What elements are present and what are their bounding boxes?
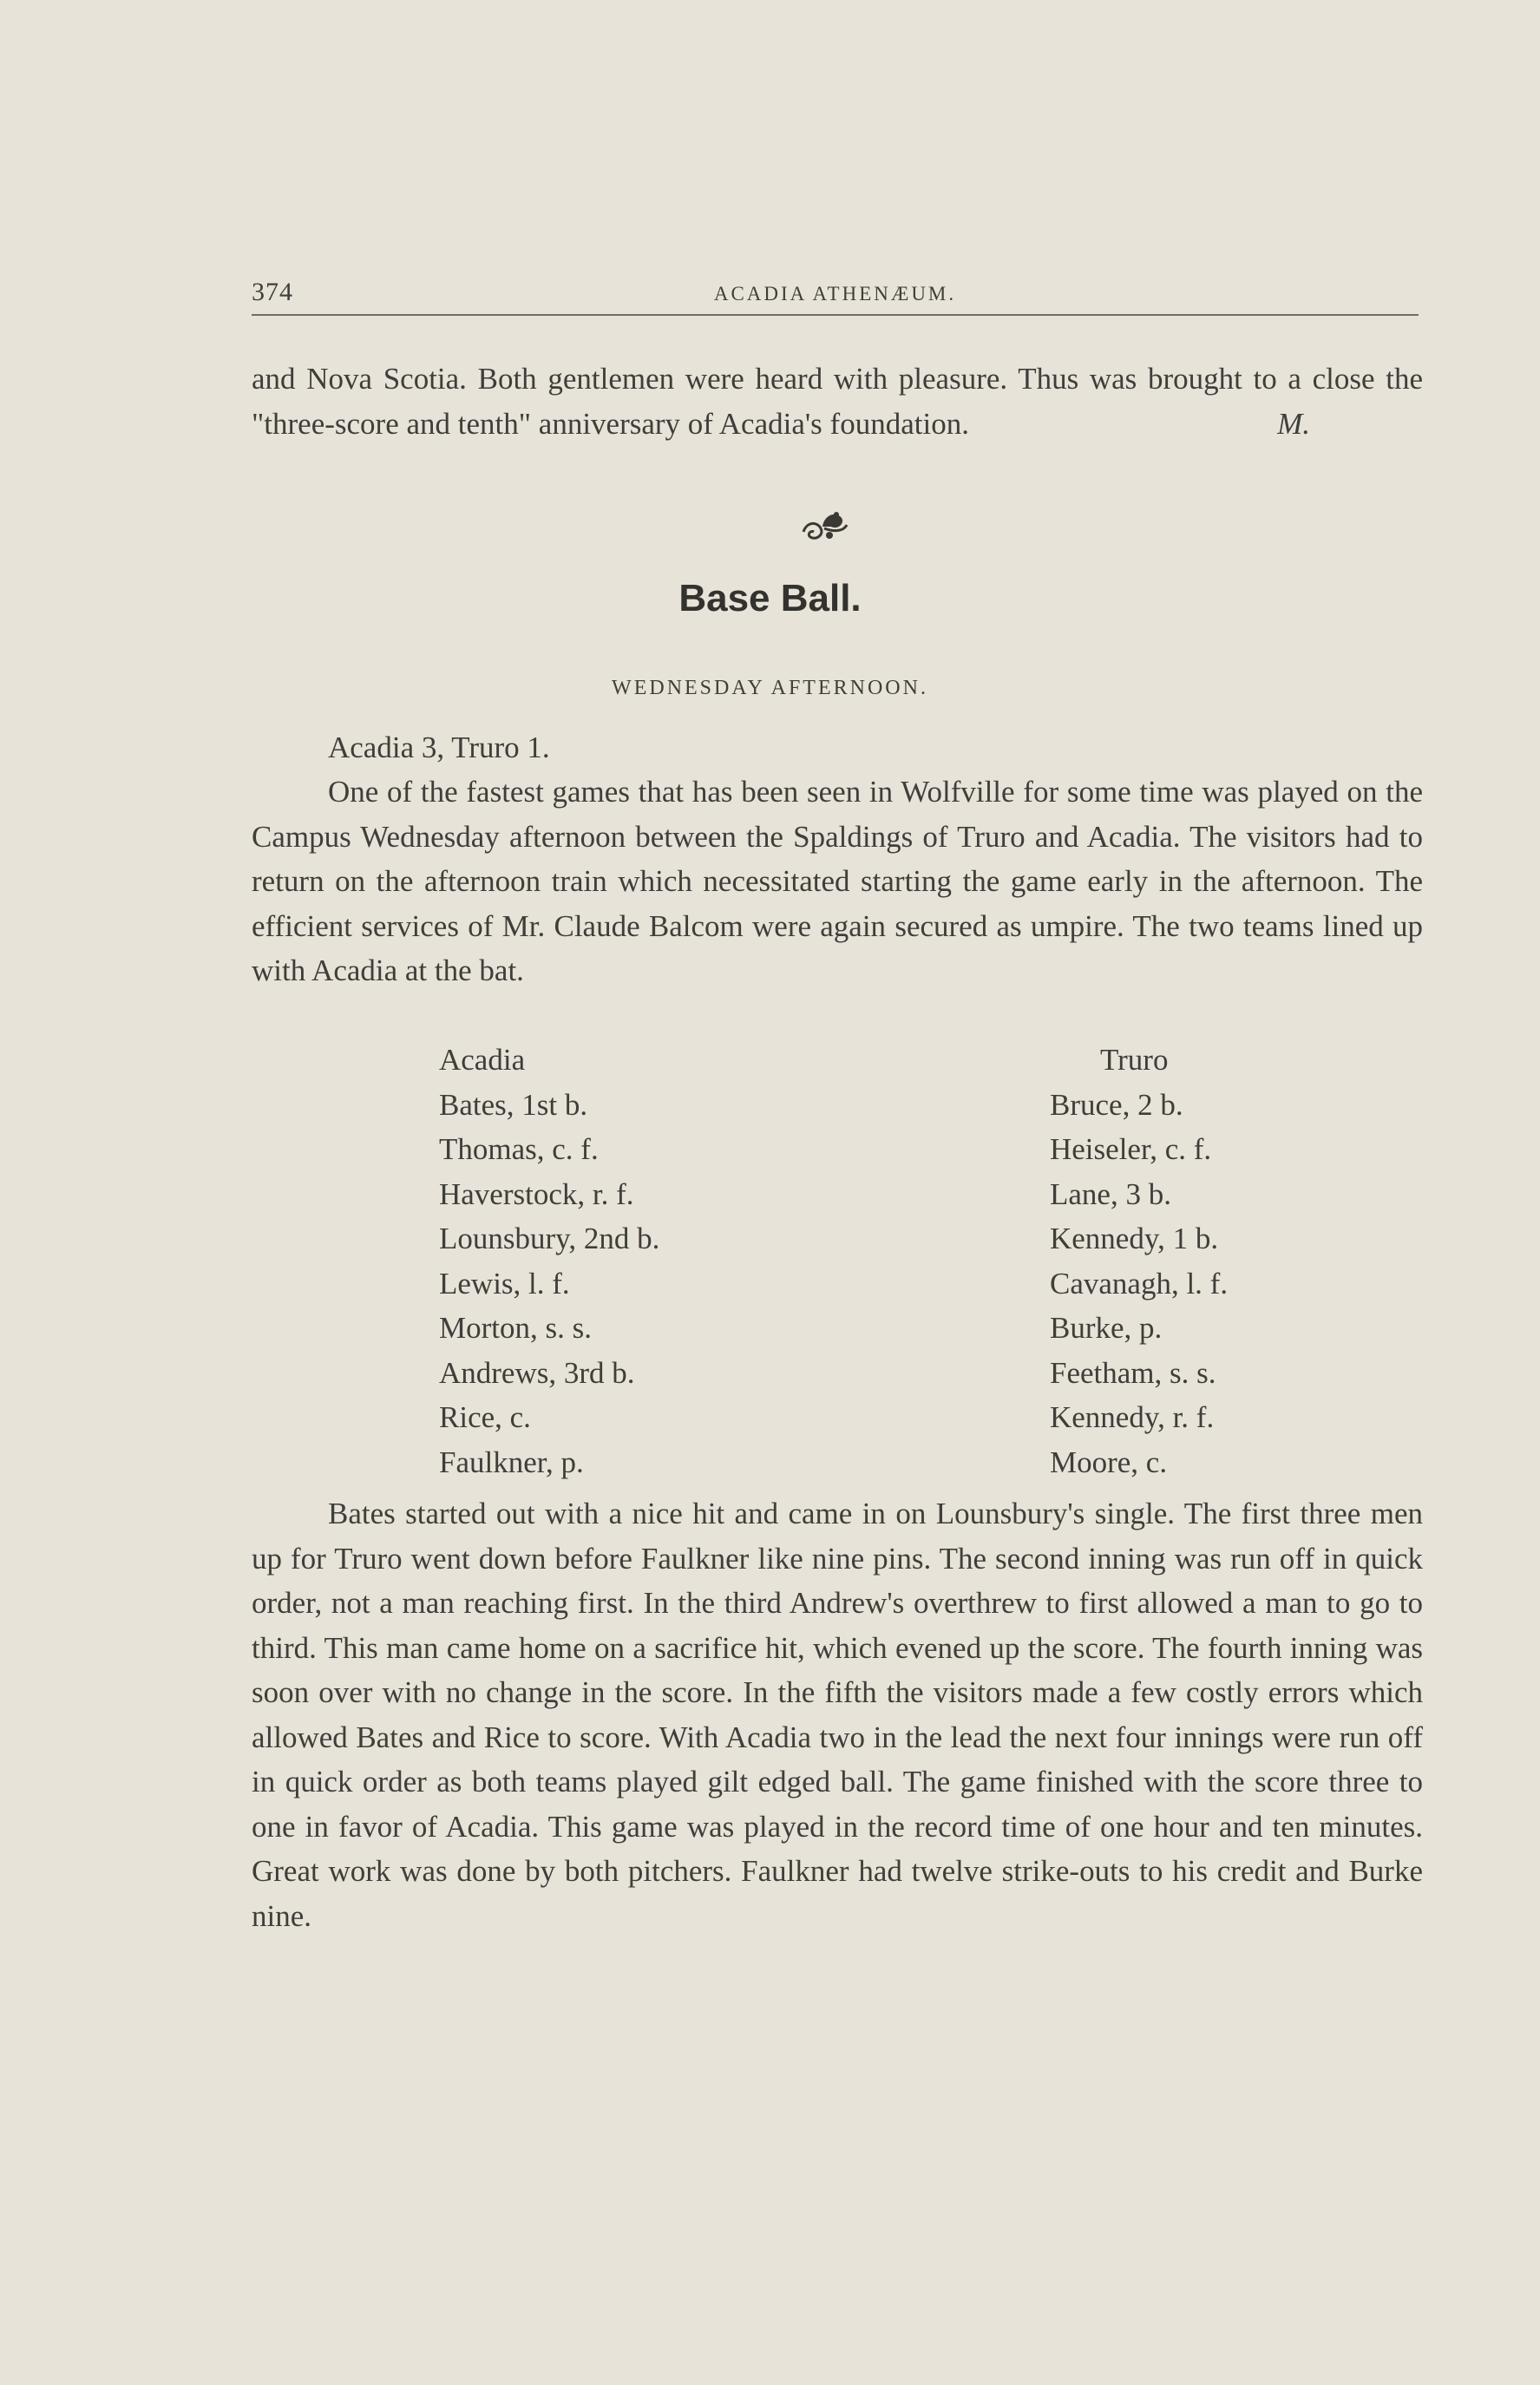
acadia-player: Andrews, 3rd b. [439,1355,635,1390]
truro-player: Moore, c. [1050,1445,1168,1479]
acadia-player: Rice, c. [439,1400,531,1434]
article-subhead: WEDNESDAY AFTERNOON. [612,677,928,699]
paragraph-one: One of the fastest games that has been seen in Wolfville for some time was played on the Campus Wednesday afternoon between the Spaldings of Truro and Acadia. The visitors had to return on the afternoon train which necessitated starting the game early in the afternoon. The efficient services of Mr. Claude Balcom were again secured as umpire. The two teams lined up with Acadia at the bat. [252,775,1423,987]
truro-player: Kennedy, r. f. [1050,1400,1215,1434]
author-signature: M. [1277,406,1310,441]
article-title: Base Ball. [678,577,862,619]
paragraph-one-block [252,770,1423,993]
acadia-header: Acadia [439,1043,526,1077]
score-line: Acadia 3, Truro 1. [328,731,550,764]
truro-player: Cavanagh, l. f. [1050,1266,1229,1301]
truro-header: Truro [1100,1043,1169,1077]
acadia-column [439,1038,659,1484]
truro-player: Heiseler, c. f. [1050,1132,1212,1166]
acadia-player: Bates, 1st b. [439,1087,588,1122]
intro-paragraph [252,357,1423,446]
page-header [252,276,1419,316]
acadia-player: Faulkner, p. [439,1445,584,1479]
fleuron-icon [798,506,850,544]
paragraph-two: Bates started out with a nice hit and came in on Lounsbury's single. The first three men up for Truro went down before Faulkner like nine pins. The second inning was run off in quick order, not a man reaching first. In the third Andrew's overthrew to first allowed a man to go to third. This man came home on a sacrifice hit, which evened up the score. The fourth inning was soon over with no change in the score. In the fifth the visitors made a few costly errors which allowed Bates and Rice to score. With Acadia two in the lead the next four innings were run off in quick order as both teams played gilt edged ball. The game finished with the score three to one in favor of Acadia. This game was played in the record time of one hour and ten minutes. Great work was done by both pitchers. Faulkner had twelve strike-outs to his credit and Burke nine. [252,1497,1423,1933]
intro-block [252,357,1423,446]
truro-player: Feetham, s. s. [1050,1355,1216,1390]
running-title: ACADIA ATHENÆUM. [713,283,957,305]
truro-player: Burke, p. [1050,1311,1163,1345]
acadia-player: Morton, s. s. [439,1311,592,1345]
acadia-player: Lewis, l. f. [439,1266,570,1301]
truro-column [1050,1038,1228,1484]
acadia-player: Haverstock, r. f. [439,1176,634,1211]
truro-player: Bruce, 2 b. [1050,1087,1183,1122]
acadia-player: Thomas, c. f. [439,1132,599,1166]
page-number: 374 [252,278,293,306]
acadia-player: Lounsbury, 2nd b. [439,1222,660,1255]
intro-text: and Nova Scotia. Both gentlemen were heard with pleasure. Thus was brought to a close the "three-score and tenth" anniversary of Acadia's foundation. [252,362,1423,441]
truro-player: Lane, 3 b. [1050,1176,1171,1211]
paragraph-two-block [252,1491,1423,1938]
truro-player: Kennedy, 1 b. [1050,1222,1219,1255]
